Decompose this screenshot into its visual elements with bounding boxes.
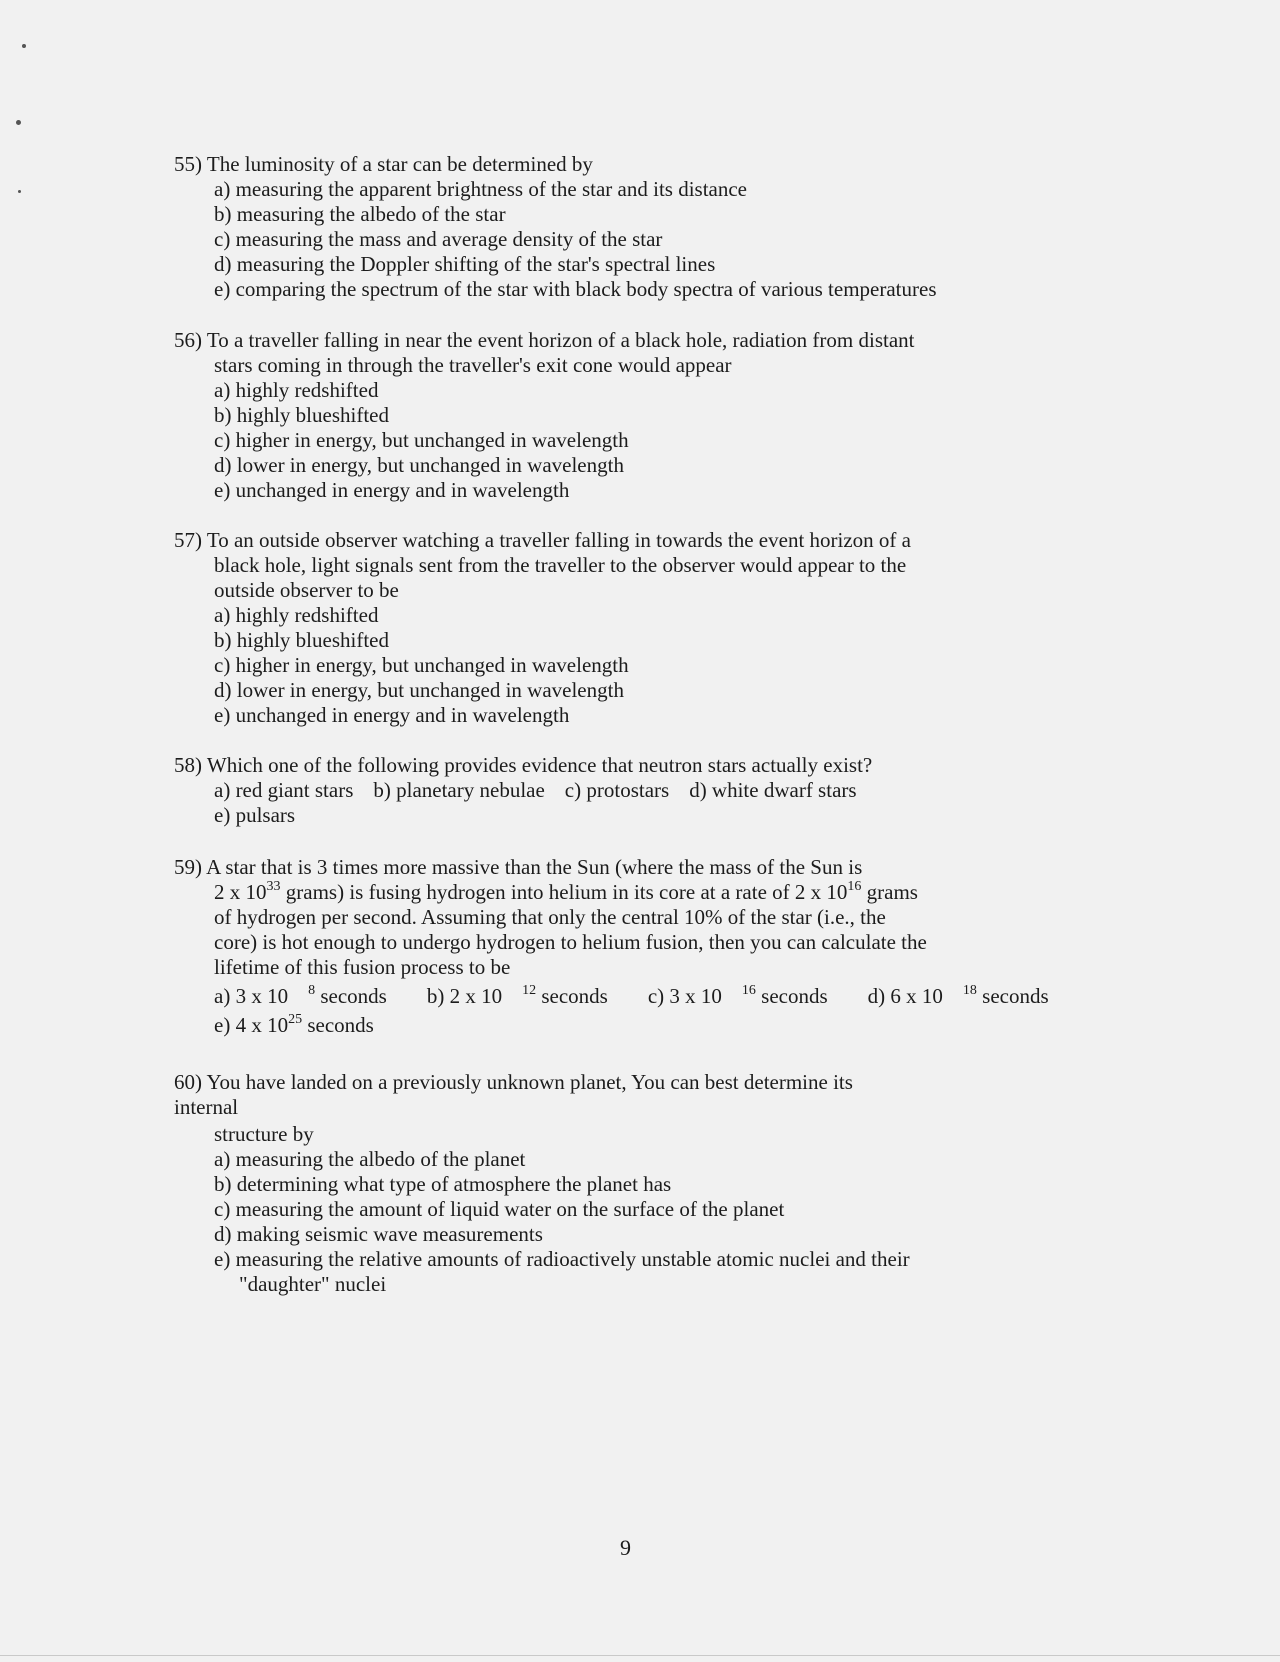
scan-speck: [22, 44, 26, 48]
option-c: c) protostars: [564, 778, 670, 802]
question-57: [174, 528, 1094, 728]
option-c: c) higher in energy, but unchanged in wavelength: [214, 653, 629, 677]
question-number: 55): [174, 152, 202, 176]
exponent: 33: [266, 879, 281, 894]
question-stem: A star that is 3 times more massive than the Sun (where the mass of the Sun is: [206, 855, 863, 879]
option-a: a) highly redshifted: [214, 378, 379, 402]
question-number: 60): [174, 1070, 202, 1094]
question-number: 59): [174, 855, 202, 879]
exponent: 18: [962, 983, 977, 998]
question-stem: The luminosity of a star can be determined by: [206, 152, 593, 176]
option-e: e) pulsars: [214, 803, 296, 827]
option-c: c) measuring the mass and average density of the star: [214, 227, 663, 251]
option-b: b) highly blueshifted: [214, 628, 389, 652]
option-text: seconds: [976, 984, 1049, 1008]
page-number: 9: [620, 1535, 631, 1560]
option-text: seconds: [302, 1013, 374, 1037]
option-d: d) white dwarf stars: [689, 778, 857, 802]
question-stem: To an outside observer watching a traveller falling in towards the event horizon of a: [206, 528, 912, 552]
option-a: a) red giant stars: [214, 778, 354, 802]
question-55: [174, 152, 1094, 302]
question-59: [174, 855, 1094, 1038]
options-row: [174, 778, 1094, 803]
question-stem-cont: lifetime of this fusion process to be: [214, 955, 511, 979]
question-stem: To a traveller falling in near the event horizon of a black hole, radiation from distant: [206, 328, 915, 352]
options-row: [174, 984, 1094, 1009]
question-stem-cont: stars coming in through the traveller's exit cone would appear: [214, 353, 732, 377]
option-text: seconds: [536, 984, 608, 1008]
question-56: [174, 328, 1094, 503]
question-stem-cont: internal: [174, 1095, 239, 1119]
question-stem-cont: of hydrogen per second. Assuming that only the central 10% of the star (i.e., the: [214, 905, 886, 929]
option-e: e) unchanged in energy and in wavelength: [214, 478, 570, 502]
stem-text: grams: [861, 880, 918, 904]
option-c: c) measuring the amount of liquid water on the surface of the planet: [214, 1197, 785, 1221]
question-stem: You have landed on a previously unknown planet, You can best determine its: [206, 1070, 853, 1094]
exponent: 25: [288, 1012, 303, 1027]
question-stem-cont: outside observer to be: [214, 578, 399, 602]
option-text: e) 4 x 10: [214, 1013, 289, 1037]
option-d: d) measuring the Doppler shifting of the star's spectral lines: [214, 252, 716, 276]
option-d: [868, 984, 1069, 1008]
exponent: 16: [741, 983, 756, 998]
exponent: 12: [522, 983, 537, 998]
question-58: [174, 753, 1094, 828]
option-text: b) 2 x 10: [426, 984, 503, 1008]
question-stem-cont: black hole, light signals sent from the traveller to the observer would appear to the: [214, 553, 907, 577]
option-text: c) 3 x 10: [647, 984, 722, 1008]
option-c: [648, 984, 848, 1008]
option-e: e) measuring the relative amounts of radioactively unstable atomic nuclei and their: [214, 1247, 910, 1271]
option-a: a) measuring the albedo of the planet: [214, 1147, 526, 1171]
option-text: seconds: [755, 984, 828, 1008]
option-text: seconds: [315, 984, 387, 1008]
scan-speck: [16, 120, 21, 125]
option-text: "daughter" nuclei: [239, 1272, 387, 1296]
stem-text: grams) is fusing hydrogen into helium in its core at a rate of 2 x 10: [280, 880, 848, 904]
option-b: b) planetary nebulae: [373, 778, 545, 802]
option-d: d) lower in energy, but unchanged in wavelength: [214, 678, 624, 702]
question-number: 56): [174, 328, 202, 352]
question-number: 58): [174, 753, 202, 777]
question-stem-cont: structure by: [214, 1122, 314, 1146]
option-a: a) highly redshifted: [214, 603, 379, 627]
exponent: 8: [308, 983, 316, 998]
scan-speck: [18, 190, 21, 193]
option-a: a) measuring the apparent brightness of the star and its distance: [214, 177, 747, 201]
option-a: [214, 984, 407, 1008]
option-d: d) lower in energy, but unchanged in wavelength: [214, 453, 624, 477]
scan-edge: [0, 1655, 1280, 1656]
option-b: [427, 984, 628, 1008]
question-stem-cont: [174, 880, 1094, 905]
option-b: b) measuring the albedo of the star: [214, 202, 506, 226]
option-e: [174, 1013, 1094, 1038]
option-d: d) making seismic wave measurements: [214, 1222, 543, 1246]
option-e: e) unchanged in energy and in wavelength: [214, 703, 570, 727]
option-e: e) comparing the spectrum of the star with black body spectra of various temperatures: [214, 277, 937, 301]
question-stem-cont: core) is hot enough to undergo hydrogen to helium fusion, then you can calculate the: [214, 930, 927, 954]
option-e-cont: [174, 1272, 1094, 1297]
option-c: c) higher in energy, but unchanged in wavelength: [214, 428, 629, 452]
option-text: a) 3 x 10: [214, 984, 289, 1008]
option-text: d) 6 x 10: [867, 984, 943, 1008]
option-b: b) highly blueshifted: [214, 403, 389, 427]
question-60: [174, 1070, 1094, 1297]
question-stem: Which one of the following provides evidence that neutron stars actually exist?: [206, 753, 873, 777]
stem-text: 2 x 10: [214, 880, 267, 904]
question-number: 57): [174, 528, 202, 552]
option-b: b) determining what type of atmosphere the planet has: [214, 1172, 672, 1196]
exponent: 16: [847, 879, 862, 894]
